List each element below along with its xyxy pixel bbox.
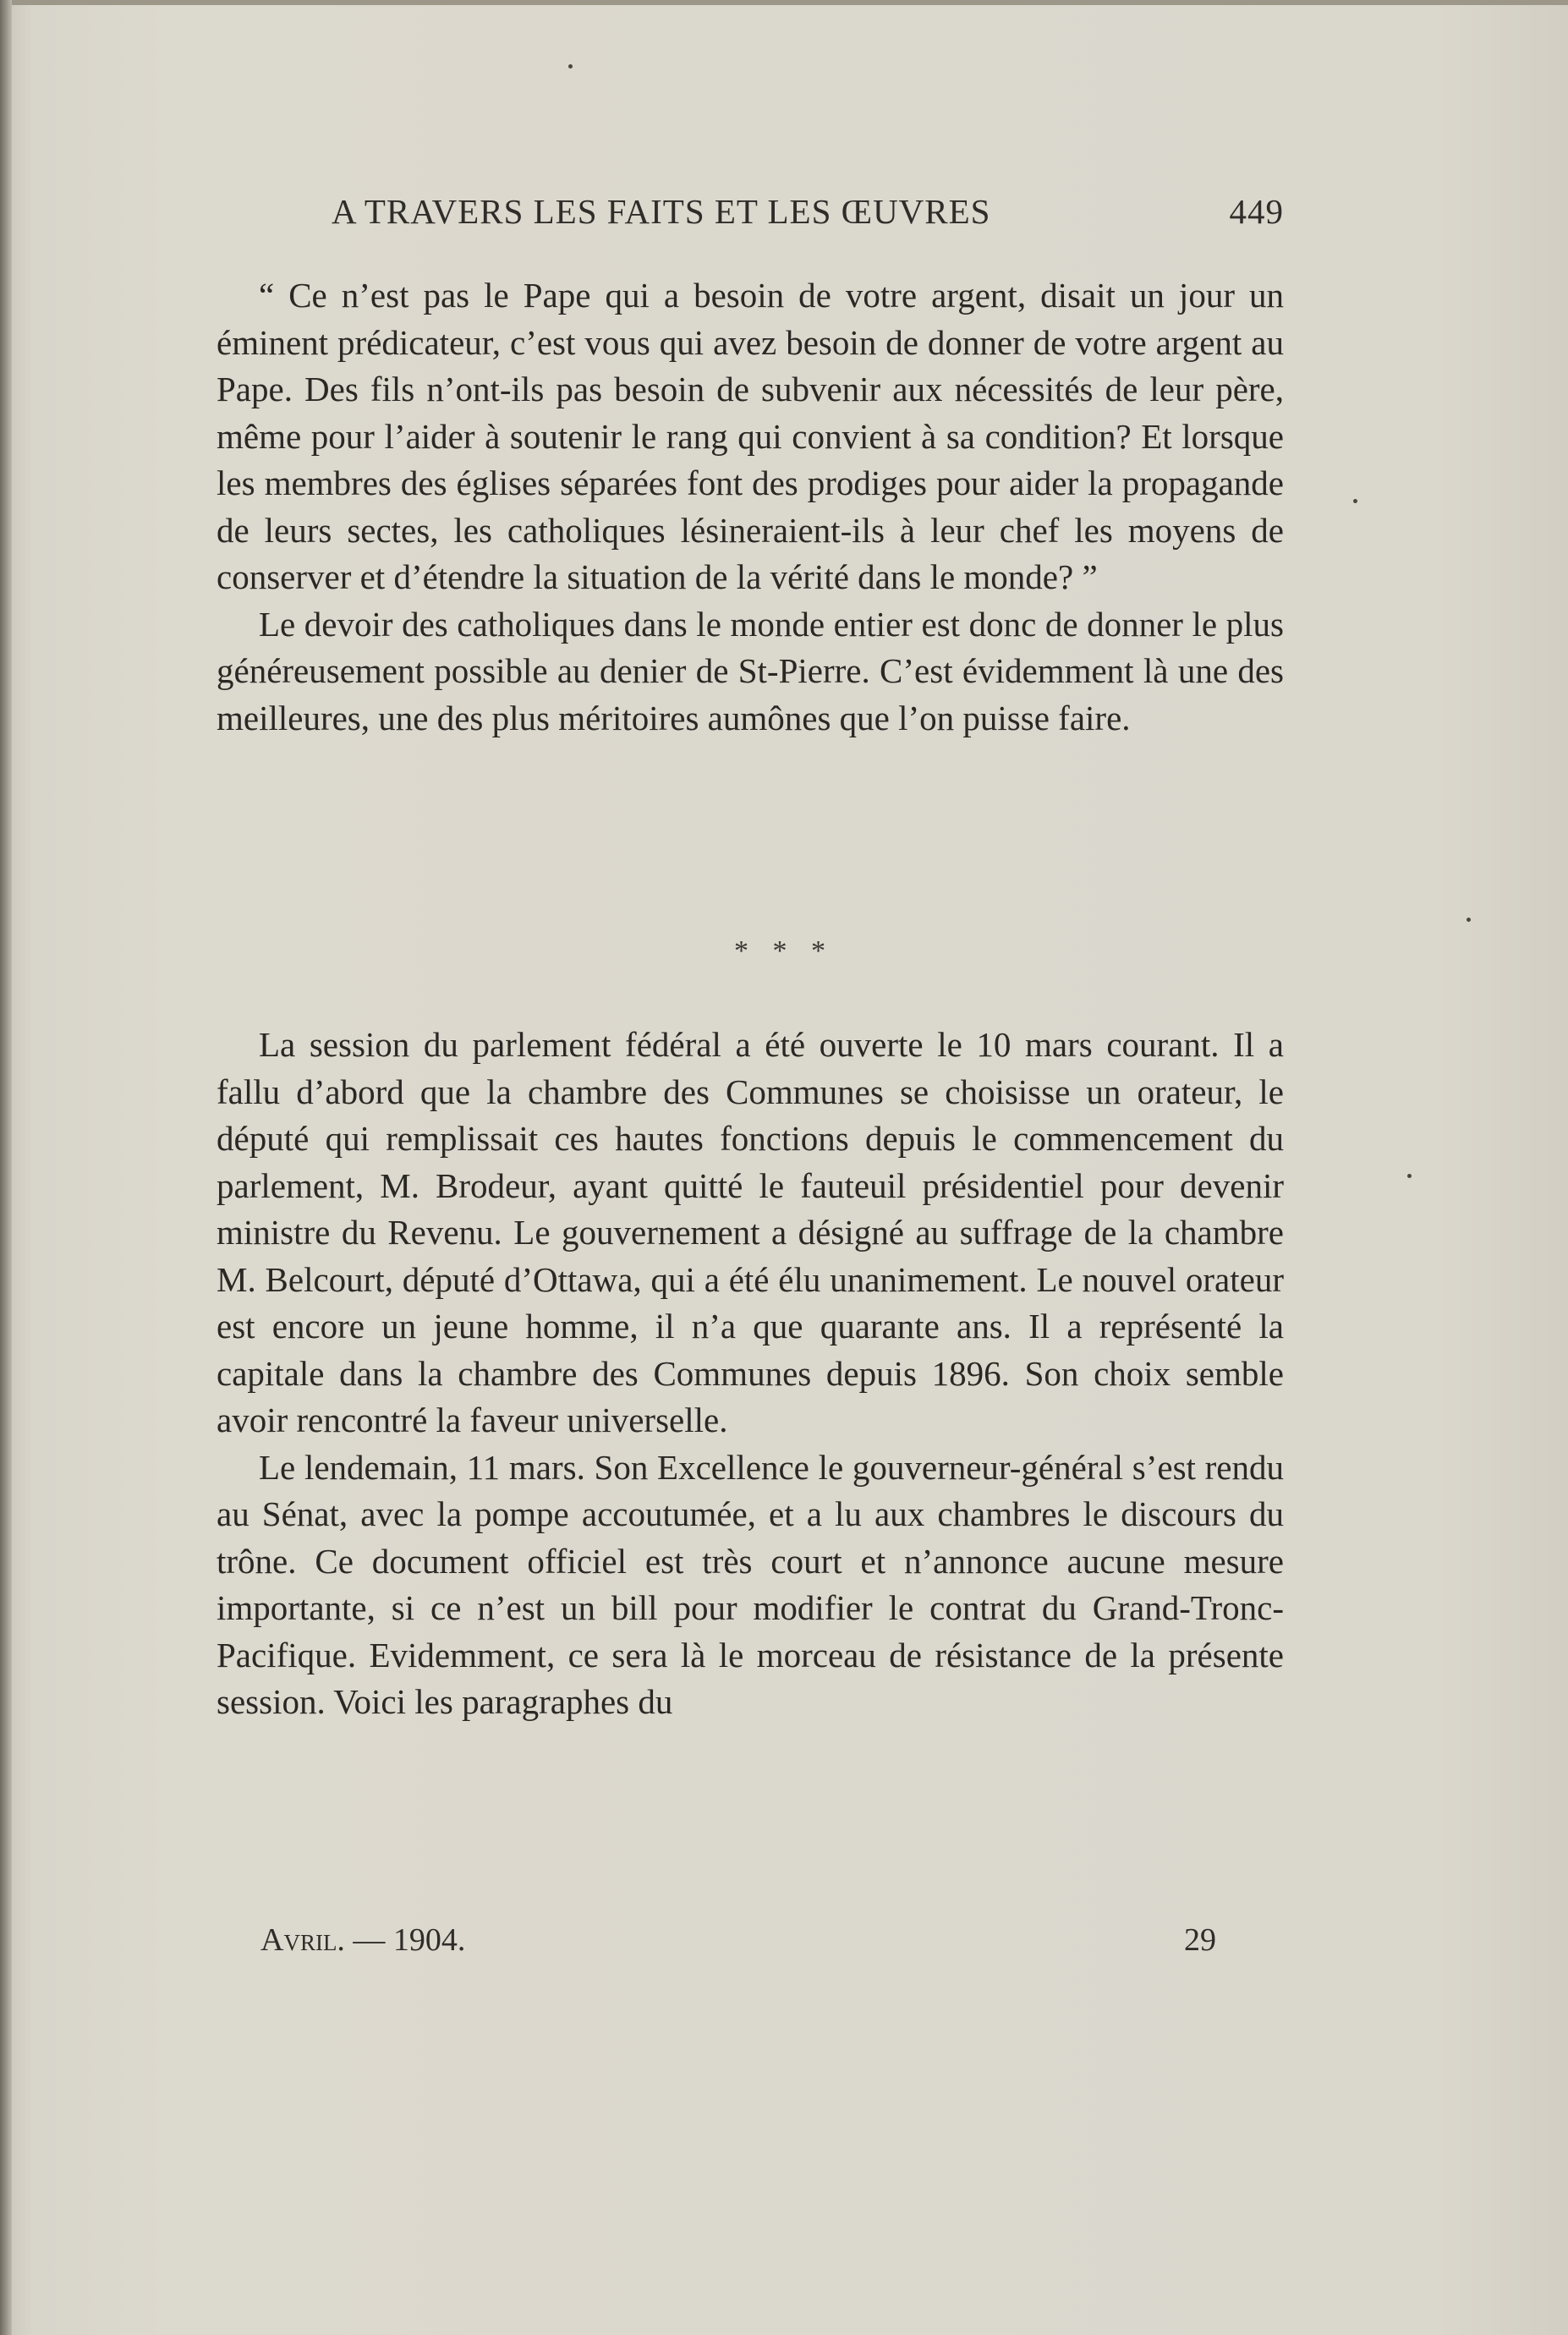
paragraph: La session du parlement fédéral a été ouverte le 10 mars courant. Il a fallu d’abord que la chambre des Communes se choisisse un orateur, le député qui remplissait ces hautes fonctions depuis le commencement du parlement, M. Brodeur, ayant quitté le fauteuil présidentiel pour devenir ministre du Revenu. Le gouvernement a désigné au suffrage de la chambre M. Belcourt, député d’Ottawa, qui a été élu unanimement. Le nouvel orateur est encore un jeune homme, il n’a que quarante ans. Il a représenté la capitale dans la chambre des Communes depuis 1896. Son choix semble avoir rencontré la faveur universelle. <box>217 1025 1284 1439</box>
running-header <box>217 191 1284 250</box>
page-footer <box>260 1921 1216 1972</box>
footer-sheet-number: 29 <box>1184 1922 1216 1958</box>
footer-signature: Avril. — 1904. <box>260 1922 466 1958</box>
paper-speck <box>568 64 573 69</box>
paragraph: Le lendemain, 11 mars. Son Excellence le gouverneur-général s’est rendu au Sénat, avec la pompe accoutumée, et a lu aux chambres le discours du trône. Ce document officiel est très court et n’annonce aucune mesure importante, si ce n’est un bill pour modifier le contrat du Grand-Tronc-Pacifique. Evidemment, ce sera là le morceau de résistance de la présente session. Voici les paragraphes du <box>217 1447 1284 1721</box>
running-title: A TRAVERS LES FAITS ET LES ŒUVRES <box>332 192 991 231</box>
paper-speck <box>1407 1174 1412 1178</box>
paper-speck <box>1467 918 1471 922</box>
text-block-after-separator <box>217 1022 1284 1726</box>
page-top-edge <box>0 0 1568 5</box>
text-block-before-separator <box>217 272 1284 742</box>
section-separator: * * * <box>734 935 834 967</box>
paragraph: “ Ce n’est pas le Pape qui a besoin de votre argent, disait un jour un éminent prédicateur, c’est vous qui avez besoin de donner de votre argent au Pape. Des fils n’ont-ils pas besoin de subvenir aux nécessités de leur père, même pour l’aider à soutenir le rang qui convient à sa condition? Et lorsque les membres des églises séparées font des prodiges pour aider la propagande de leurs sectes, les catholiques lésineraient-ils à leur chef les moyens de conserver et d’étendre la situation de la vérité dans le monde? ” <box>217 276 1284 596</box>
page-binding-edge <box>0 0 12 2335</box>
paragraph: Le devoir des catholiques dans le monde entier est donc de donner le plus généreusement possible au denier de St-Pierre. C’est évidemment là une des meilleures, une des plus méritoires aumônes que l’on puisse faire. <box>217 604 1284 737</box>
page-number: 449 <box>1229 192 1284 231</box>
paper-speck <box>1353 499 1357 503</box>
